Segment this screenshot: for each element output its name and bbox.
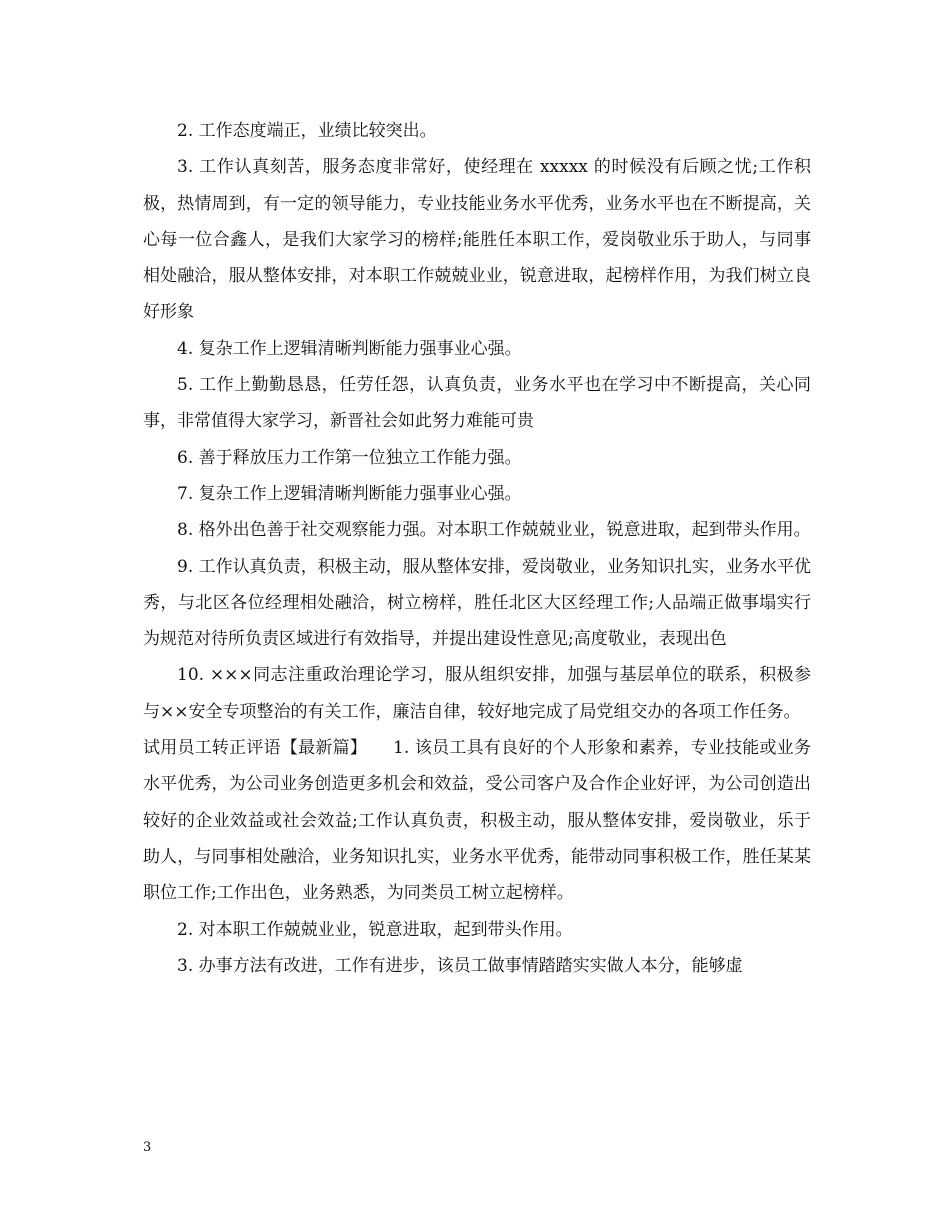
paragraph-item-10: 10. ×××同志注重政治理论学习，服从组织安排，加强与基层单位的联系，积极参与××安全专项整治的有关工作，廉洁自律，较好地完成了局党组交办的各项工作任务。 xyxy=(143,665,811,722)
paragraph-item-new-2: 2. 对本职工作兢兢业业，锐意进取，起到带头作用。 xyxy=(177,919,573,940)
paragraph-item-2: 2. 工作态度端正，业绩比较突出。 xyxy=(177,121,437,141)
paragraph-item-6: 6. 善于释放压力工作第一位独立工作能力强。 xyxy=(177,447,522,468)
paragraph-item-4: 4. 复杂工作上逻辑清晰判断能力强事业心强。 xyxy=(177,338,522,359)
paragraph-item-new-3: 3. 办事方法有改进，工作有进步，该员工做事情踏踏实实做人本分，能够虚 xyxy=(177,955,743,976)
paragraph-item-5: 5. 工作上勤勤恳恳，任劳任怨，认真负责，业务水平也在学习中不断提高，关心同事，非常值得大家学习，新晋社会如此努力难能可贵 xyxy=(143,375,811,432)
paragraph-item-8: 8. 格外出色善于社交观察能力强。对本职工作兢兢业业，锐意进取，起到带头作用。 xyxy=(177,520,811,541)
section-heading-paragraph: 试用员工转正评语【最新篇】 1. 该员工具有良好的个人形象和素养，专业技能或业务水平优秀，为公司业务创造更多机会和效益，受公司客户及合作企业好评，为公司创造出较好的企业效益或社会效益;工作认真负责，积极主动，服从整体安排，爱岗敬业，乐于助人，与同事相处融洽，业务知识扎实，业务水平优秀，能带动同事积极工作，胜任某某职位工作;工作出色，业务熟悉，为同类员工树立起榜样。 xyxy=(143,738,811,904)
paragraph-item-9: 9. 工作认真负责，积极主动，服从整体安排，爱岗敬业，业务知识扎实，业务水平优秀，与北区各位经理相处融洽，树立榜样，胜任北区大区经理工作;人品端正做事塌实行为规范对待所负责区域进行有效指导，并提出建设性意见;高度敬业，表现出色 xyxy=(143,556,811,650)
paragraph-item-7: 7. 复杂工作上逻辑清晰判断能力强事业心强。 xyxy=(177,483,522,504)
page-number: 3 xyxy=(143,1140,152,1155)
document-body xyxy=(143,113,811,984)
paragraph-item-3: 3. 工作认真刻苦，服务态度非常好，使经理在 xxxxx 的时候没有后顾之忧;工作积极，热情周到，有一定的领导能力，专业技能业务水平优秀，业务水平也在不断提高，关心每一位合鑫人，是我们大家学习的榜样;能胜任本职工作，爱岗敬业乐于助人，与同事相处融洽，服从整体安排，对本职工作兢兢业业，锐意进取，起榜样作用，为我们树立良好形象 xyxy=(143,157,811,323)
